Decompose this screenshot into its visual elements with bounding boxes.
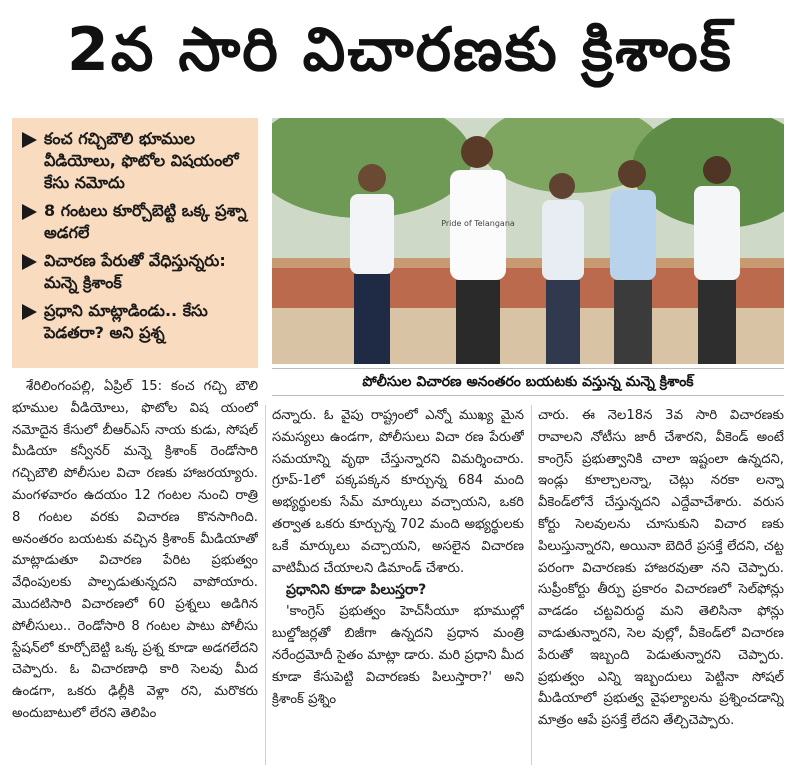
news-photo bbox=[272, 118, 784, 364]
article-paragraph: శేరిలింగంపల్లి, ఏప్రిల్ 15: కంచ గచ్చి బౌలి భూముల వీడియోలు, ఫొటోల విష యంలో నమోదైన కేసులో బీఆర్ఎస్ నాయ కుడు, సోషల్ మీడియా కన్వీనర్ మన్నె క్రిశాంక్ రెండోసారి గచ్చిబౌలి పోలీసుల విచా రణకు హాజరయ్యారు. మంగళవారం ఉదయం 12 గంటల నుంచి రాత్రి 8 గంటల వరకు విచారణ కొనసాగింది. అనంతరం బయటకు వచ్చిన క్రిశాంక్ మీడియాతో మాట్లాడుతూ విచారణ పేరిట ప్రభుత్వం వేధింపులకు పాల్పడుతున్నదని వాపోయారు. మొదటిసారి విచారణలో 60 ప్రశ్నలు అడిగిన పోలీసులు.. రెండోసారి 8 గంటల పాటు పోలీసు స్టేషన్‌లో కూర్చోబెట్టి ఒక్క ప్రశ్న కూడా అడగలేదని చెప్పారు. ఓ విచారణాధి కారి సెలవు మీద ఉండగా, ఒకరు ఢిల్లీకి వెళ్లా రని, మరొకరు అందుబాటులో లేరని తెలిపిం bbox=[12, 379, 258, 721]
article-paragraph: చారు. ఈ నెల18న 3వ సారి విచారణకు రావాలని నోటీసు జారీ చేశారని, వీకెండ్ అంటే కాంగ్రెస్ ప్రభుత్వానికి చాలా ఇష్టంలా ఉన్నదని, ఇండ్లు కూల్చాలన్నా, చెట్లు నరకా లన్నా వీకెండ్‌లోనే చేస్తున్నదని ఎద్దేవాచేశారు. వరుస కోర్టు సెలవులను చూసుకుని విచార ణకు పిలుస్తున్నారని, అయినా బెదిరే ప్రసక్తే లేదని, చట్ట పరంగా విచారణకు హాజరవుతా నని చెప్పారు. సుప్రీంకోర్టు తీర్పు ప్రకారం విచారణలో సెల్‌ఫోన్లు వాడడం చట్టవిరుద్ధ మని తెలిసినా ఫోన్లు వాడుతున్నారని, సెల వుల్లో, వీకెండ్‌లో విచారణ పేరుతో ఇబ్బంది పెడుతున్నారని చెప్పారు. ప్రభుత్వం ఎన్ని ఇబ్బందులు పెట్టినా సోషల్ మీడియాలో ప్రభుత్వ వైఫల్యాలను ప్రశ్నించడాన్ని మాత్రం ఆపే ప్రసక్తే లేదని తేల్చిచెప్పారు. bbox=[538, 408, 784, 729]
arrow-bullet-icon bbox=[22, 203, 38, 221]
column-divider bbox=[265, 405, 266, 765]
photo-caption: పోలీసుల విచారణ అనంతరం బయటకు వస్తున్న మన్నె క్రిశాంక్ bbox=[272, 368, 784, 396]
highlights-box bbox=[12, 118, 258, 368]
column-divider bbox=[531, 405, 532, 765]
highlight-item bbox=[22, 128, 250, 194]
highlight-item bbox=[22, 250, 250, 294]
highlight-text: 8 గంటలు కూర్చోబెట్టి ఒక్క ప్రశ్నా అడగలే bbox=[44, 201, 247, 242]
arrow-bullet-icon bbox=[22, 253, 38, 271]
person bbox=[542, 173, 584, 364]
photo-illustration bbox=[272, 118, 784, 364]
article-paragraph: దన్నారు. ఓ వైపు రాష్ట్రంలో ఎన్నో ముఖ్య మైన సమస్యలు ఉండగా, పోలీసులు విచా రణ పేరుతో సమయాన్ని వృథా చేస్తున్నారని విమర్శించారు. గ్రూప్-1లో పక్కపక్కన కూర్చున్న 684 మంది అభ్యర్థులకు సేమ్ మార్కులు వచ్చాయని, ఒకరి తర్వాత ఒకరు కూర్చున్న 702 మంది అభ్యర్థులకు ఒకే మార్కులు వచ్చాయని, అసలైన విచారణ వాటిమీద చేయాలని డిమాండ్ చేశారు. bbox=[272, 408, 524, 576]
article-column-2 bbox=[272, 405, 524, 768]
article-subhead: ప్రధానిని కూడా పిలుస్తరా? bbox=[286, 582, 427, 599]
highlight-text: ప్రధాని మాట్లాడిండు.. కేసు పెడతరా? అని ప్రశ్న bbox=[44, 301, 208, 342]
highlight-text: విచారణ పేరుతో వేధిస్తున్నరు: మన్నె క్రిశాంక్ bbox=[44, 251, 226, 292]
highlight-item bbox=[22, 300, 250, 344]
arrow-bullet-icon bbox=[22, 303, 38, 321]
person bbox=[694, 156, 740, 364]
shirt-print: Pride of Telangana bbox=[441, 219, 515, 228]
person bbox=[610, 160, 656, 364]
article-column-1 bbox=[12, 376, 258, 768]
highlight-text: కంచ గచ్చిబౌలి భూముల వీడియోలు, ఫొటోల విషయంలో కేసు నమోదు bbox=[44, 129, 239, 192]
article-paragraph: 'కాంగ్రెస్ ప్రభుత్వం హెచ్‌సీయూ భూముల్లో బుల్డోజర్లతో బిజీగా ఉన్నదని ప్రధాన మంత్రి నరేంద్రమోదీ సైతం మాట్లా డారు. మరి ప్రధాని మీద కూడా కేసుపెట్టి విచారణకు పిలుస్తారా?' అని క్రిశాంక్ ప్రశ్నిం bbox=[272, 604, 524, 707]
article-column-3 bbox=[538, 405, 784, 768]
headline: 2వ సారి విచారణకు క్రిశాంక్ bbox=[67, 15, 733, 85]
highlight-item bbox=[22, 200, 250, 244]
arrow-bullet-icon bbox=[22, 131, 38, 149]
